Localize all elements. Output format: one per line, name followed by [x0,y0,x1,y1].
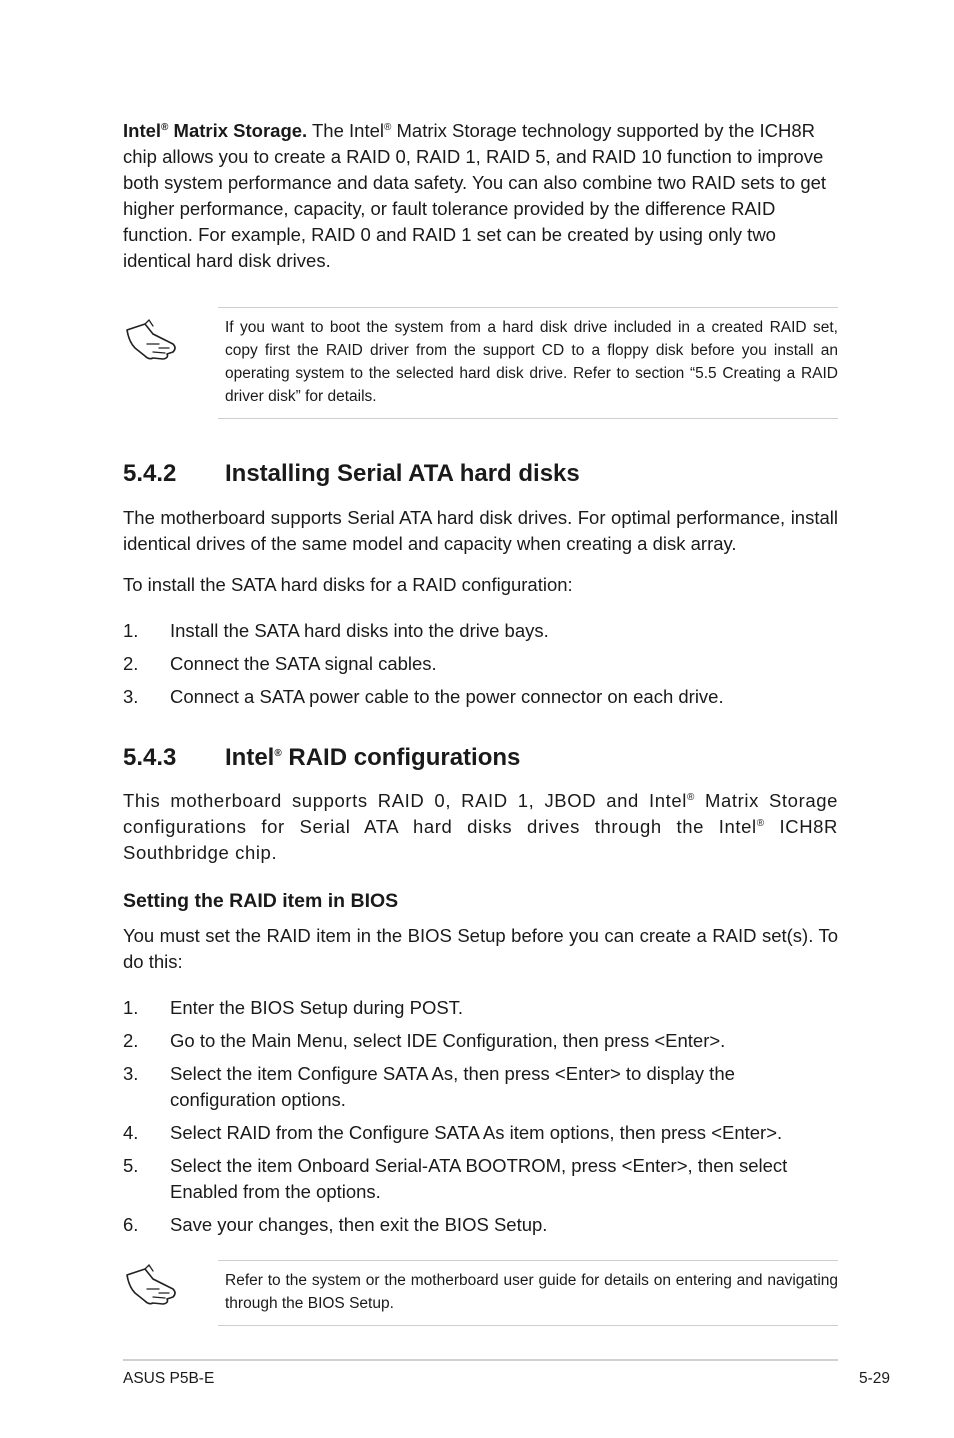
intro-paragraph: Intel® Matrix Storage. The Intel® Matrix Storage technology supported by the ICH8R chip allows you to create a RAID 0, RAID 1, RAID 5, and RAID 10 function to improve both system performance and data safety. You can also combine two RAID sets to get higher performance, capacity, or fault tolerance provided by the difference RAID function. For example, RAID 0 and RAID 1 set can be created by using only two identical hard disk drives. [123,120,827,271]
list-item [123,995,838,1021]
list-item [123,1153,838,1205]
section-number: 5.4.2 [123,460,177,487]
step-number: 4. [123,1122,139,1143]
section-heading-543 [123,743,838,773]
footer-product: ASUS P5B-E [123,1370,215,1387]
section-number: 5.4.3 [123,744,177,771]
hand-pointer-icon [123,1263,181,1307]
note-box-boot [218,307,838,419]
paragraph-sata-install: To install the SATA hard disks for a RAID configuration: [123,574,573,595]
paragraph-raid-support: This motherboard supports RAID 0, RAID 1, JBOD and Intel® Matrix Storage configurations for Serial ATA hard disks drives through the Intel® ICH8R Southbridge chip. [123,790,838,863]
paragraph-raid-bios: You must set the RAID item in the BIOS Setup before you can create a RAID set(s). To do this: [123,925,838,972]
note-box-bios [218,1260,838,1326]
step-number: 5. [123,1155,139,1176]
step-number: 6. [123,1214,139,1235]
list-item [123,684,838,710]
list-item [123,651,838,677]
list-item [123,1028,838,1054]
intro-lead: Intel® Matrix Storage. [123,120,308,141]
page-content [123,118,838,1326]
bios-steps-list [123,995,838,1238]
step-number: 3. [123,1063,139,1084]
subheading-raid-bios: Setting the RAID item in BIOS [123,890,399,912]
paragraph-sata-support: The motherboard supports Serial ATA hard disk drives. For optimal performance, install identical drives of the same model and capacity when creating a disk array. [123,507,838,554]
step-text: Select the item Configure SATA As, then press <Enter> to display the configuration options. [170,1063,735,1110]
hand-pointer-icon [123,318,181,362]
step-text: Enter the BIOS Setup during POST. [170,997,464,1018]
step-number: 2. [123,1030,139,1051]
footer-page-number: 5-29 [858,1370,890,1387]
list-item [123,1212,838,1238]
step-text: Select the item Onboard Serial-ATA BOOTROM, press <Enter>, then select Enabled from the options. [170,1155,788,1202]
step-number: 3. [123,686,139,707]
page-footer [123,1359,890,1387]
step-number: 2. [123,653,139,674]
step-text: Connect a SATA power cable to the power connector on each drive. [170,686,724,707]
step-number: 1. [123,997,139,1018]
note-text: If you want to boot the system from a hard disk drive included in a created RAID set, copy first the RAID driver from the support CD to a floppy disk before you install an operating system to the selected hard disk drive. Refer to section “5.5 Creating a RAID driver disk” for details. [225,319,838,405]
section-heading-542 [123,459,838,489]
step-text: Select RAID from the Configure SATA As item options, then press <Enter>. [170,1122,783,1143]
step-text: Connect the SATA signal cables. [170,653,437,674]
list-item [123,1120,838,1146]
install-steps-list [123,618,838,710]
list-item [123,618,838,644]
section-title: Intel® RAID configurations [225,744,521,771]
step-text: Install the SATA hard disks into the drive bays. [170,620,549,641]
step-number: 1. [123,620,139,641]
step-text: Go to the Main Menu, select IDE Configuration, then press <Enter>. [170,1030,726,1051]
list-item [123,1061,838,1113]
note-text: Refer to the system or the motherboard user guide for details on entering and navigating through the BIOS Setup. [225,1272,838,1312]
step-text: Save your changes, then exit the BIOS Setup. [170,1214,548,1235]
section-title: Installing Serial ATA hard disks [225,460,580,487]
